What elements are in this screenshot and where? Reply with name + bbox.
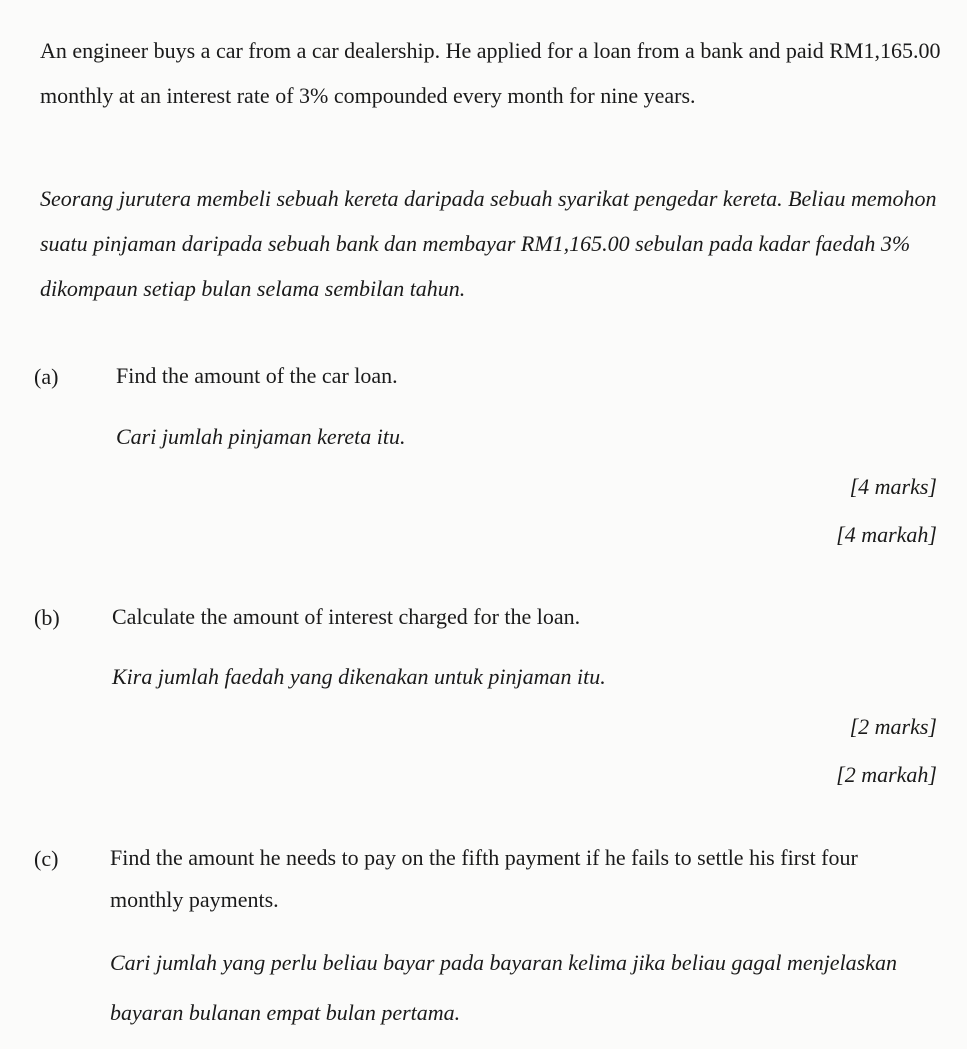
question-text-en: Find the amount he needs to pay on the fifth payment if he fails to settle his first four monthly payments. [110,845,858,912]
question-text-ms: Kira jumlah faedah yang dikenakan untuk pinjaman itu. [112,664,606,689]
intro-english: An engineer buys a car from a car dealership. He applied for a loan from a bank and paid RM1,165.00 monthly at an interest rate of 3% compounded every month for nine years. [40,38,941,108]
question-text-ms: Cari jumlah pinjaman kereta itu. [116,424,406,449]
intro-malay: Seorang jurutera membeli sebuah kereta daripada sebuah syarikat pengedar kereta. Beliau memohon suatu pinjaman daripada sebuah bank dan membayar RM1,165.00 sebulan pada kadar faedah 3% dikompaun setiap bulan selama sembilan tahun. [40,186,937,301]
question-label: (b) [34,605,60,630]
marks-en: [2 marks] [849,714,937,739]
question-text-en: Find the amount of the car loan. [116,363,398,388]
marks-en: [4 marks] [849,474,937,499]
marks-ms: [2 markah] [836,762,937,787]
marks-ms: [4 markah] [836,522,937,547]
question-text-en: Calculate the amount of interest charged for the loan. [112,604,581,629]
question-label: (a) [34,364,59,389]
question-text-ms: Cari jumlah yang perlu beliau bayar pada bayaran kelima jika beliau gagal menjelaskan bayaran bulanan empat bulan pertama. [110,950,898,1025]
question-label: (c) [34,846,59,871]
